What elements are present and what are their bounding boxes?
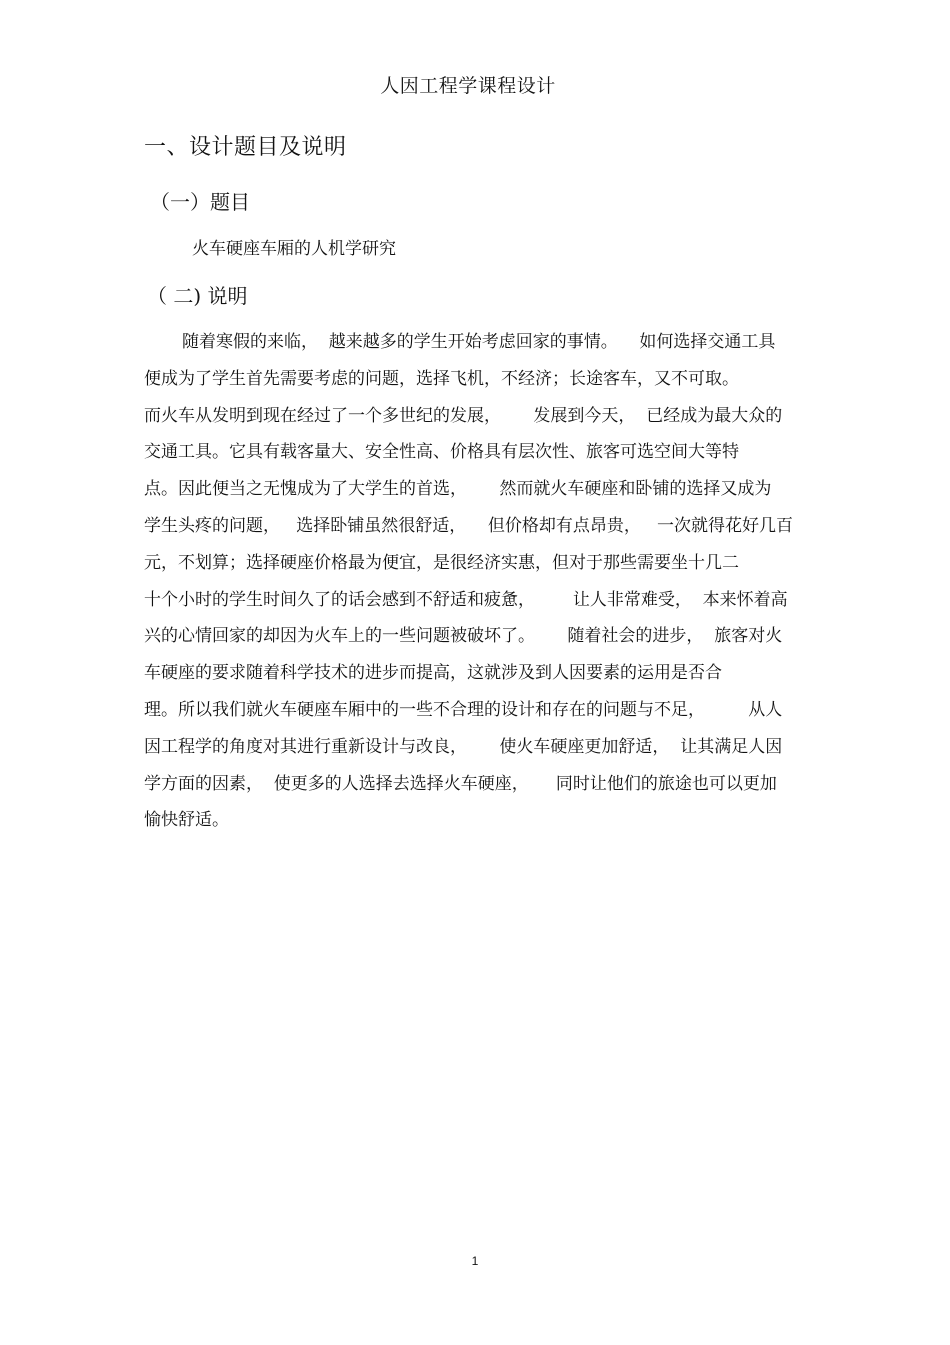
description-paragraph	[144, 328, 814, 843]
paragraph-line: 便成为了学生首先需要考虑的问题，选择飞机，不经济；长途客车，又不可取。	[144, 368, 739, 389]
section-heading-design-topic: 一、设计题目及说明	[144, 135, 347, 160]
paragraph-line: 随着寒假的来临， 越来越多的学生开始考虑回家的事情。 如何选择交通工具	[182, 332, 776, 352]
document-title: 人因工程学课程设计	[380, 75, 556, 97]
page-number: 1	[471, 1254, 479, 1268]
subsection-heading-topic: （一）题目	[150, 190, 250, 214]
paragraph-line: 愉快舒适。	[144, 810, 229, 831]
topic-text: 火车硬座车厢的人机学研究	[192, 239, 396, 259]
paragraph-line: 理。所以我们就火车硬座车厢中的一些不合理的设计和存在的问题与不足， 从人	[144, 699, 783, 720]
paragraph-line: 学方面的因素， 使更多的人选择去选择火车硬座， 同时让他们的旅途也可以更加	[144, 773, 777, 794]
paragraph-line: 而火车从发明到现在经过了一个多世纪的发展， 发展到今天， 已经成为最大众的	[144, 405, 783, 426]
paragraph-line: 学生头疼的问题， 选择卧铺虽然很舒适， 但价格却有点昂贵， 一次就得花好几百	[144, 515, 794, 536]
paragraph-line: 十个小时的学生时间久了的话会感到不舒适和疲惫， 让人非常难受， 本来怀着高	[144, 589, 788, 610]
subsection-heading-description: （ 二) 说明	[147, 284, 248, 308]
paragraph-line: 兴的心情回家的却因为火车上的一些问题被破坏了。 随着社会的进步， 旅客对火	[144, 626, 783, 647]
paragraph-line: 点。因此便当之无愧成为了大学生的首选， 然而就火车硬座和卧铺的选择又成为	[144, 479, 772, 500]
paragraph-line: 交通工具。它具有载客量大、安全性高、价格具有层次性、旅客可选空间大等特	[144, 442, 739, 463]
paragraph-line: 车硬座的要求随着科学技术的进步而提高，这就涉及到人因要素的运用是否合	[144, 663, 722, 684]
paragraph-line: 因工程学的角度对其进行重新设计与改良， 使火车硬座更加舒适， 让其满足人因	[144, 736, 783, 757]
paragraph-line: 元，不划算；选择硬座价格最为便宜，是很经济实惠，但对于那些需要坐十几二	[144, 552, 739, 573]
